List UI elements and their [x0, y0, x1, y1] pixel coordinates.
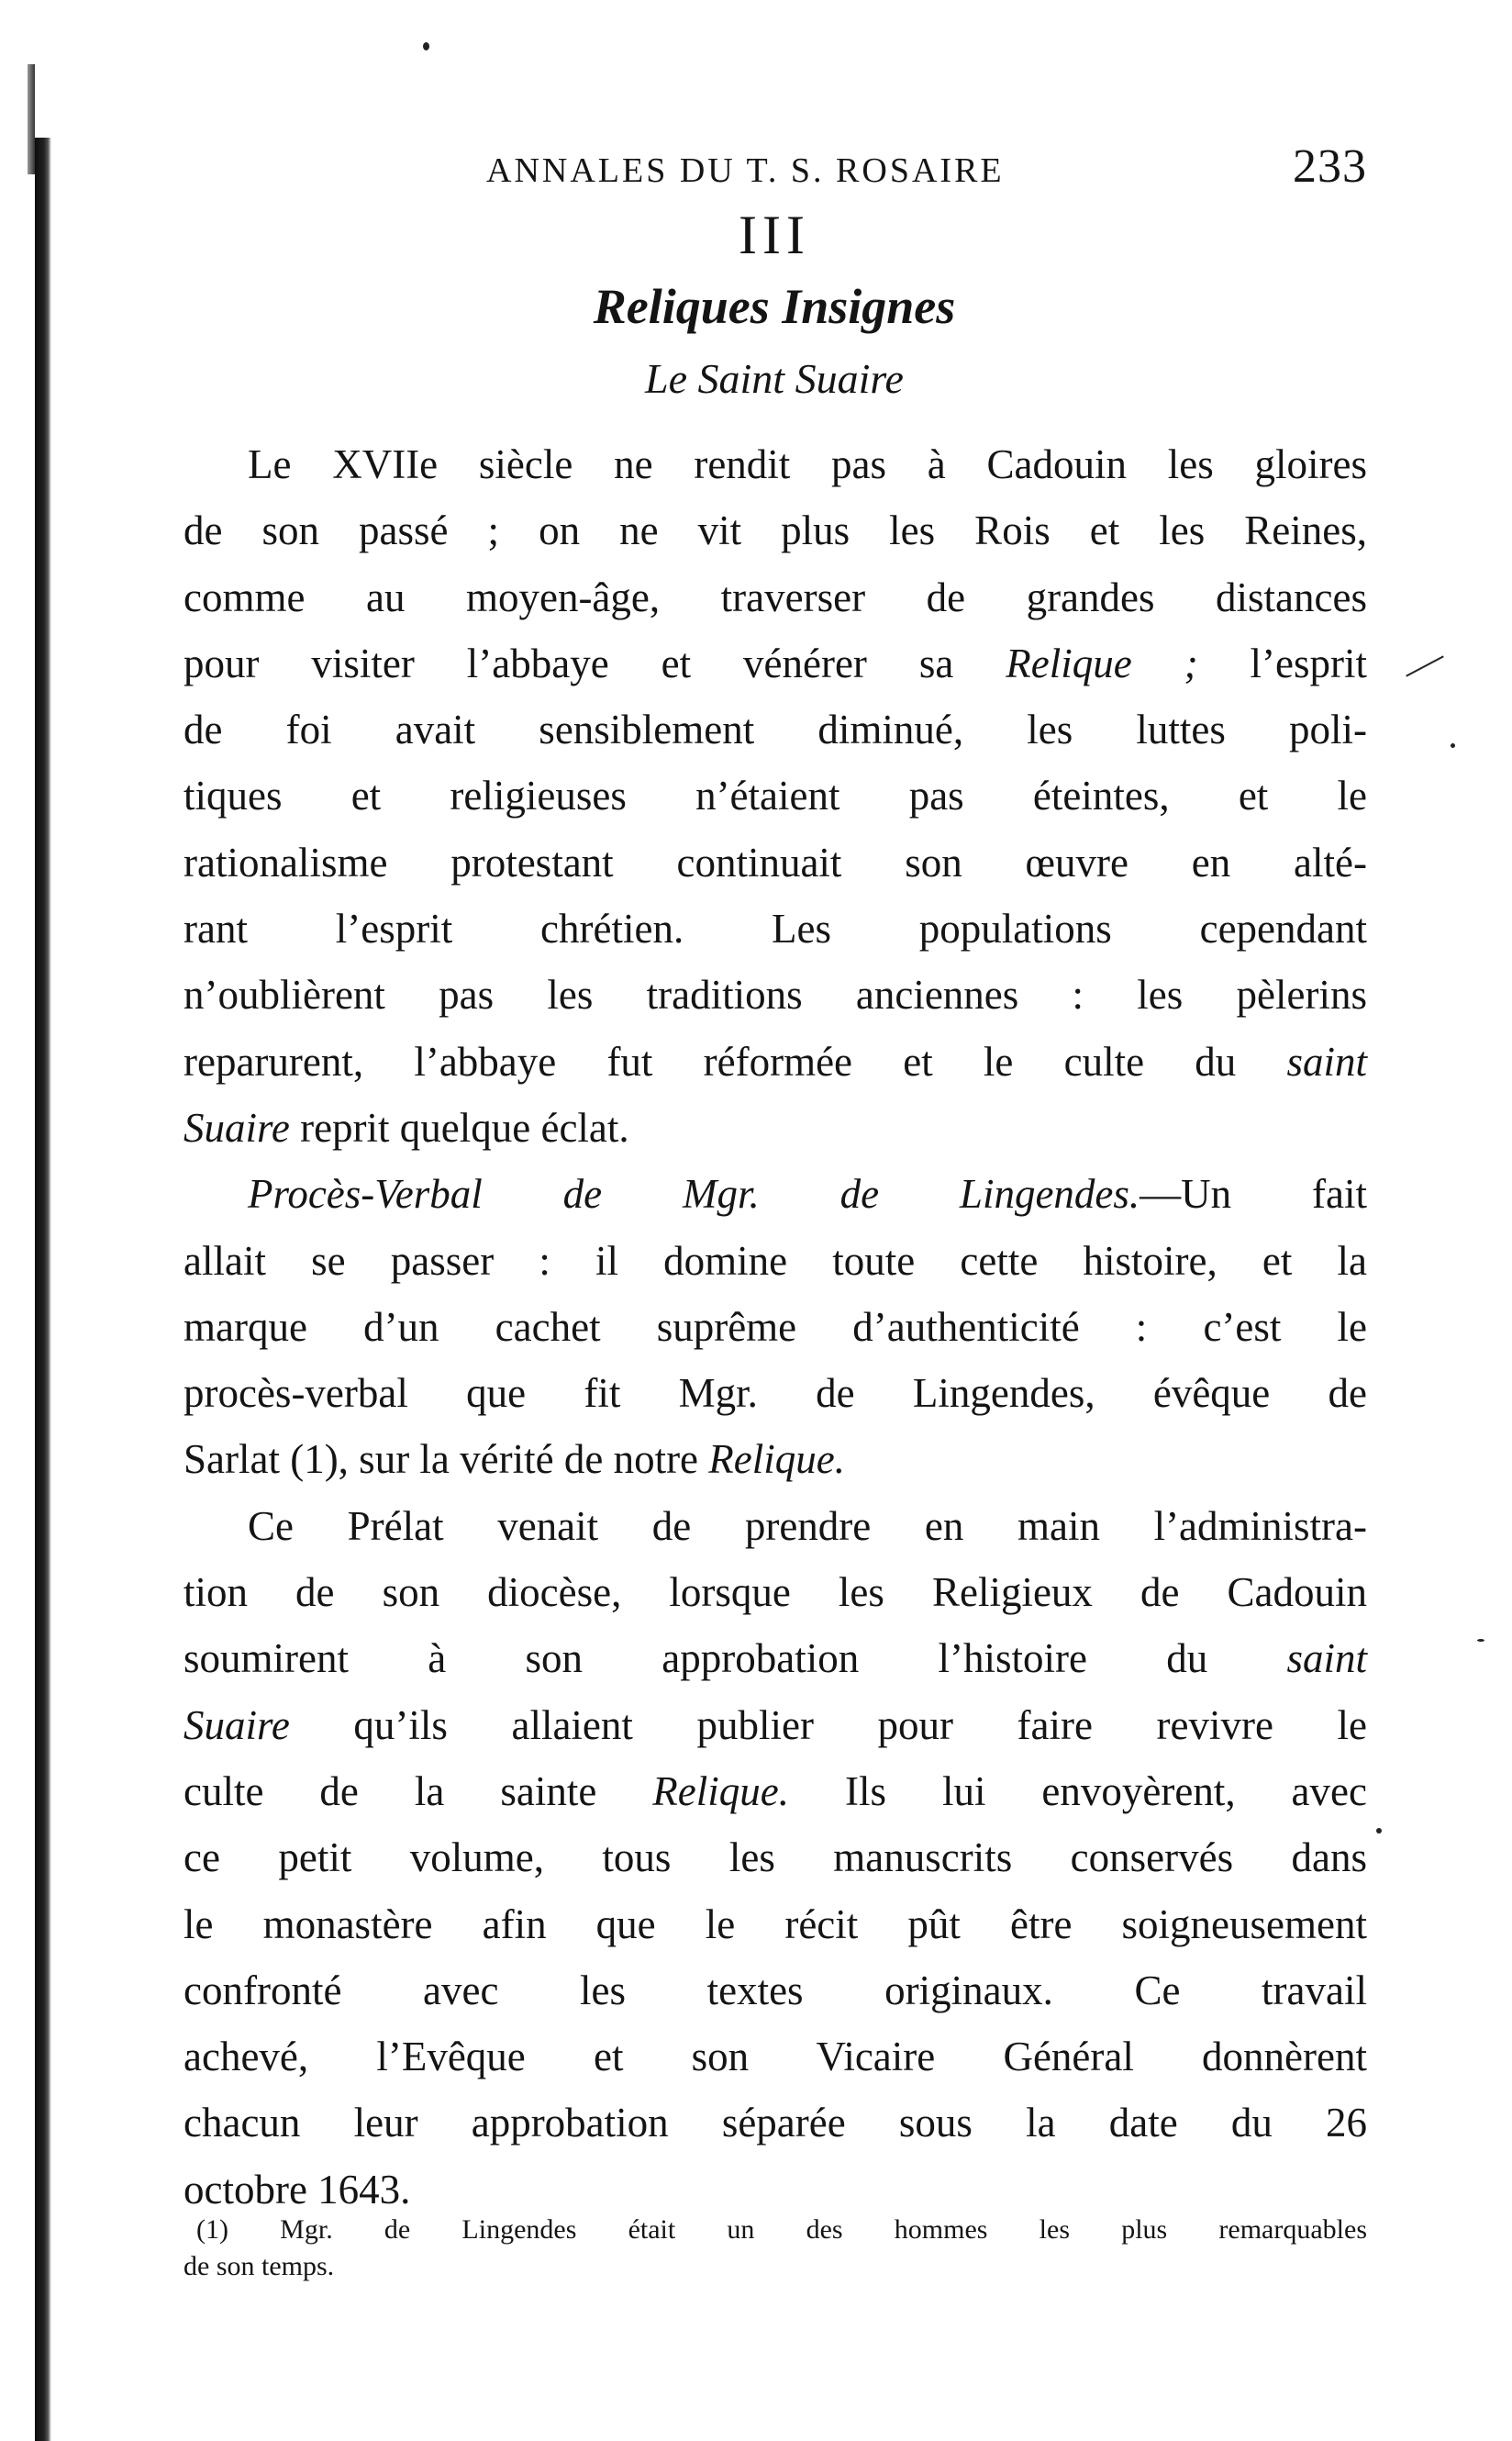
body-text — [183, 431, 1367, 2223]
text-line: tion de son diocèse, lorsque les Religieux de Cadouin — [183, 1569, 1367, 1616]
text-line: pour visiter l’abbaye et vénérer sa Relique ; l’esprit — [183, 640, 1367, 686]
section-title: Reliques Insignes — [593, 279, 956, 334]
text-line: rant l’esprit chrétien. Les populations cependant — [183, 906, 1367, 953]
text-line: Ce Prélat venait de prendre en main l’administra- — [248, 1502, 1367, 1549]
scan-speck — [1376, 1828, 1382, 1834]
section-subtitle: Le Saint Suaire — [645, 355, 904, 402]
italic-text: Suaire — [183, 1701, 290, 1748]
text-line: de foi avait sensiblement diminué, les luttes poli- — [183, 707, 1367, 753]
text-line: rationalisme protestant continuait son œuvre en alté- — [183, 839, 1367, 886]
scan-speck — [1451, 743, 1455, 748]
text-line: soumirent à son approbation l’histoire du saint — [183, 1635, 1367, 1682]
text-line: Sarlat (1), sur la vérité de notre Relique. — [183, 1436, 845, 1483]
italic-text: Procès-Verbal de Mgr. de Lingendes. — [248, 1171, 1140, 1218]
scan-speck — [1477, 1639, 1484, 1642]
italic-text: Suaire — [183, 1104, 290, 1151]
text-line: confronté avec les textes originaux. Ce travail — [183, 1967, 1367, 2013]
italic-text: Relique. — [708, 1436, 845, 1483]
text-line: chacun leur approbation séparée sous la date du 26 — [183, 2100, 1367, 2146]
page-header — [183, 140, 1367, 200]
text-line: de son passé ; on ne vit plus les Rois et les Reines, — [183, 507, 1367, 554]
text-line: reparurent, l’abbaye fut réformée et le culte du saint — [183, 1038, 1367, 1085]
italic-text: Relique ; — [1006, 640, 1198, 686]
running-head: ANNALES DU T. S. ROSAIRE — [486, 151, 1005, 190]
footnotes — [183, 2212, 1367, 2285]
section-number: III — [739, 205, 810, 265]
text-line: ce petit volume, tous les manuscrits conservés dans — [183, 1834, 1367, 1881]
italic-text: saint — [1286, 1038, 1367, 1085]
text-line: procès-verbal que fit Mgr. de Lingendes, évêque de — [183, 1370, 1367, 1417]
binding-edge-shadow — [35, 138, 51, 2441]
text-line: achevé, l’Evêque et son Vicaire Général donnèrent — [183, 2034, 1367, 2080]
text-line: culte de la sainte Relique. Ils lui envoyèrent, avec — [183, 1767, 1367, 1814]
text-line: Procès-Verbal de Mgr. de Lingendes.—Un fait — [248, 1171, 1367, 1218]
scan-speck — [423, 42, 429, 50]
text-line: allait se passer : il domine toute cette histoire, et la — [183, 1237, 1367, 1284]
page-number: 233 — [1293, 140, 1367, 193]
italic-text: saint — [1286, 1635, 1367, 1682]
footnote-line: (1) Mgr. de Lingendes était un des hommes les plus remarquables — [196, 2214, 1367, 2245]
text-line: octobre 1643. — [183, 2166, 411, 2213]
text-line: marque d’un cachet suprême d’authenticité : c’est le — [183, 1303, 1367, 1350]
italic-text: Relique. — [652, 1767, 789, 1814]
text-line: comme au moyen-âge, traverser de grandes distances — [183, 574, 1367, 620]
scan-mark — [1406, 655, 1444, 676]
text-line: Suaire qu’ils allaient publier pour faire revivre le — [183, 1701, 1367, 1748]
text-line: Le XVIIe siècle ne rendit pas à Cadouin les gloires — [248, 441, 1367, 487]
text-line: tiques et religieuses n’étaient pas éteintes, et le — [183, 773, 1367, 819]
binding-shadow-top — [28, 64, 35, 174]
text-line: n’oublièrent pas les traditions anciennes : les pèlerins — [183, 972, 1367, 1019]
text-line: le monastère afin que le récit pût être soigneusement — [183, 1900, 1367, 1947]
text-line: Suaire reprit quelque éclat. — [183, 1104, 629, 1151]
footnote-line: de son temps. — [183, 2251, 335, 2281]
